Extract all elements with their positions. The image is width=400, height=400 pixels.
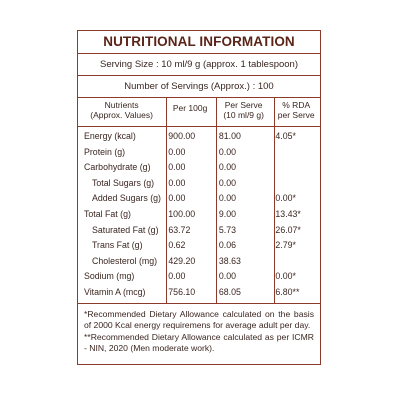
value-per-100g: 900.00	[168, 131, 196, 141]
value-per-serve: 81.00	[218, 131, 241, 141]
value-per-serve: 0.06	[218, 240, 237, 251]
value-per-100g: 0.00	[168, 177, 186, 188]
value-per-100g: 0.00	[168, 162, 186, 173]
value-per-100g: 756.10	[168, 286, 196, 297]
value-rda	[272, 160, 320, 176]
footnote-rda-energy: *Recommended Dietary Allowance calculated on the basis of 2000 Kcal energy requiremens for average adult per day.	[84, 308, 314, 331]
label-title: NUTRITIONAL INFORMATION	[78, 31, 320, 54]
value-per-serve: 5.73	[218, 224, 237, 235]
column-divider	[274, 98, 275, 303]
table-row	[78, 129, 320, 145]
table-row	[78, 145, 320, 161]
header-nutrients: Nutrients (Approx. Values)	[90, 100, 153, 120]
value-per-100g: 100.00	[168, 208, 196, 219]
value-per-100g: 0.00	[168, 193, 186, 204]
table-row	[78, 285, 320, 301]
table-row	[78, 176, 320, 192]
footnote-rda-icmr: **Recommended Dietary Allowance calculated as per ICMR - NIN, 2020 (Men moderate work).	[84, 331, 314, 354]
table-row	[78, 254, 320, 270]
nutrition-label	[77, 30, 321, 365]
value-rda: 4.05*	[275, 131, 296, 141]
value-rda	[272, 254, 320, 270]
value-per-serve: 68.05	[218, 286, 241, 297]
table-body	[78, 127, 320, 303]
table-row	[78, 191, 320, 207]
value-per-serve: 0.00	[218, 193, 237, 204]
value-per-100g: 0.00	[168, 271, 186, 282]
table-row	[78, 269, 320, 285]
value-rda: 0.00*	[275, 193, 296, 204]
servings-count: Number of Servings (Approx.) : 100	[78, 76, 320, 98]
value-rda: 6.80**	[275, 286, 300, 297]
table-row	[78, 223, 320, 239]
value-per-serve: 9.00	[218, 208, 236, 219]
nutrient-name: Protein (g)	[84, 146, 126, 157]
header-per-serve: Per Serve (10 ml/9 g)	[223, 100, 264, 120]
header-per-100g: Per 100g	[172, 103, 208, 113]
nutrient-name: Carbohydrate (g)	[84, 162, 151, 173]
nutrient-name: Saturated Fat (g)	[92, 224, 159, 235]
header-rda: % RDA per Serve	[277, 100, 315, 120]
value-per-serve: 0.00	[218, 177, 237, 188]
value-rda: 2.79*	[275, 240, 296, 251]
value-rda	[272, 176, 320, 192]
column-divider	[166, 98, 167, 303]
nutrition-table	[78, 98, 320, 304]
column-divider	[216, 98, 217, 303]
value-per-serve: 0.00	[218, 271, 236, 282]
value-rda: 13.43*	[275, 208, 301, 219]
value-per-100g: 63.72	[168, 224, 191, 235]
footnotes	[78, 304, 320, 355]
value-per-serve: 38.63	[218, 255, 241, 266]
value-per-100g: 0.62	[168, 240, 186, 251]
nutrient-name: Added Sugars (g)	[92, 193, 161, 204]
value-per-100g: 0.00	[168, 146, 186, 157]
nutrient-name: Total Fat (g)	[84, 208, 131, 219]
nutrient-name: Total Sugars (g)	[92, 177, 155, 188]
table-row	[78, 207, 320, 223]
nutrient-name: Trans Fat (g)	[92, 240, 143, 251]
value-per-100g: 429.20	[168, 255, 196, 266]
serving-size: Serving Size : 10 ml/9 g (approx. 1 tablespoon)	[78, 54, 320, 76]
value-rda: 26.07*	[275, 224, 301, 235]
nutrient-name: Vitamin A (mcg)	[84, 286, 146, 297]
nutrient-name: Cholesterol (mg)	[92, 255, 158, 266]
value-per-serve: 0.00	[218, 162, 236, 173]
nutrient-name: Sodium (mg)	[84, 271, 135, 282]
table-header	[78, 98, 320, 127]
value-rda: 0.00*	[275, 271, 296, 282]
value-rda	[272, 145, 320, 161]
nutrient-name: Energy (kcal)	[84, 131, 136, 141]
value-per-serve: 0.00	[218, 146, 236, 157]
table-row	[78, 160, 320, 176]
table-row	[78, 238, 320, 254]
